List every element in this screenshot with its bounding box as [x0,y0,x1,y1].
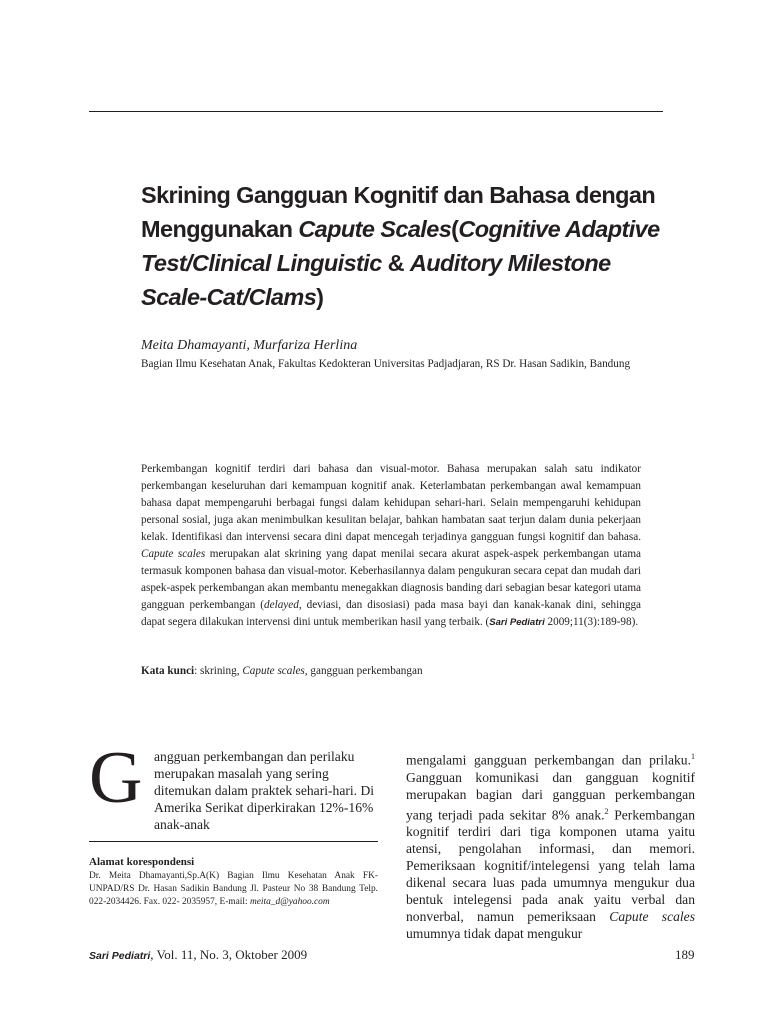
abstract-text-2: merupakan alat skrining yang dapat menilai secara akurat aspek-aspek perkembangan utama termasuk komponen bahasa dan visual-motor. Keberhasilannya dalam pengukuran secara cepat dan mudah dari aspek-aspek perkembangan akan membantu menegakkan diagnosis banding dari sebagian besar kategori utama gangguan perkembangan ( [141,548,641,611]
footer-volume: , Vol. 11, No. 3, Oktober 2009 [150,947,308,962]
correspondence-heading: Alamat korespondensi [89,856,195,868]
body-right-text [406,748,695,942]
body-right-text-3: Perkembangan kognitif terdiri dari tiga komponen utama yaitu atensi, pengolahan informasi, dan memori. Pemeriksaan kognitif/intelegensi yang telah lama dikenal secara luas pada umumnya mengukur dua bentuk intelegensi pada anak yaitu verbal dan nonverbal, namun pemeriksaan [406,807,695,925]
title-italic-cat: Cognitive Adaptive Test/Clinical Linguistic [141,216,660,276]
body-right-text-2: Gangguan komunikasi dan gangguan kognitif merupakan bagian dari gangguan perkembangan yang terjadi pada sekitar 8% anak. [406,769,695,823]
keywords-italic: Capute scales [242,665,305,677]
article-title [141,178,661,314]
keywords [141,665,423,677]
title-paren-close: ) [316,284,324,310]
abstract-italic-delayed: delayed [264,599,299,611]
abstract-journal-name: Sari Pediatri [489,617,545,628]
title-paren-open: ( [451,216,459,242]
body-right-text-4: umumnya tidak dapat mengukur [406,926,583,942]
title-italic-capute: Capute Scales [298,216,452,242]
keywords-text-2: , gangguan perkembangan [304,665,423,677]
title-italic-clams: Auditory Milestone Scale-Cat/Clams [141,250,611,310]
body-right-text-1: mengalami gangguan perkembangan dan prilaku. [406,752,691,768]
affiliation: Bagian Ilmu Kesehatan Anak, Fakultas Kedokteran Universitas Padjadjaran, RS Dr. Hasan Sadikin, Bandung [141,358,631,370]
keywords-label: Kata kunci [141,665,195,677]
correspondence-body [89,870,378,909]
header-rule [89,111,663,112]
citation-sup-1: 1 [691,752,695,761]
correspondence-text: Dr. Meita Dhamayanti,Sp.A(K) Bagian Ilmu Kesehatan Anak FK-UNPAD/RS Dr. Hasan Sadikin Bandung Jl. Pasteur No 38 Bandung Telp. 022-2034426. Fax. 022- 2035957, E-mail: [89,871,378,907]
footer-journal-name: Sari Pediatri [89,950,151,962]
body-left-text: angguan perkembangan dan perilaku merupakan masalah yang sering ditemukan dalam praktek sehari-hari. Di Amerika Serikat diperkirakan 12%-16% anak-anak [154,749,375,832]
abstract [141,461,641,631]
abstract-text-1: Perkembangan kognitif terdiri dari bahasa dan visual-motor. Bahasa merupakan salah satu indikator perkembangan keseluruhan dari kemampuan kognitif anak. Keterlambatan perkembangan awal kemampuan bahasa dapat mempengaruhi berbagai fungsi dalam kehidupan sehari-hari. Selain mempengaruhi kehidupan personal sosial, juga akan menimbulkan kesulitan belajar, bahkan hambatan saat terjun dalam dunia pekerjaan kelak. Identifikasi dan intervensi secara dini dapat mencegah terjadinya gangguan fungsi kognitif dan bahasa. [141,463,641,543]
keywords-text-1: : skrining, [194,665,243,677]
title-text: Skrining Gangguan Kognitif dan Bahasa dengan Menggunakan [141,182,656,242]
title-ampersand: & [381,250,410,276]
correspondence-email: meita_d@yahoo.com [249,897,330,907]
correspondence-rule [89,841,378,842]
drop-cap: G [89,737,143,819]
abstract-italic-capute: Capute scales [141,548,206,560]
abstract-citation: 2009;11(3):189-98). [544,616,639,628]
abstract-text-3: , deviasi, dan disosiasi) pada masa bayi dan kanak-kanak dini, sehingga dapat segera dilakukan intervensi dini untuk memberikan hasil yang terbaik. ( [141,599,642,628]
citation-sup-2: 2 [604,806,609,816]
authors: Meita Dhamayanti, Murfariza Herlina [141,338,358,353]
body-right-italic: Capute scales [609,909,696,925]
footer-citation [89,947,307,963]
page-number: 189 [675,947,695,962]
